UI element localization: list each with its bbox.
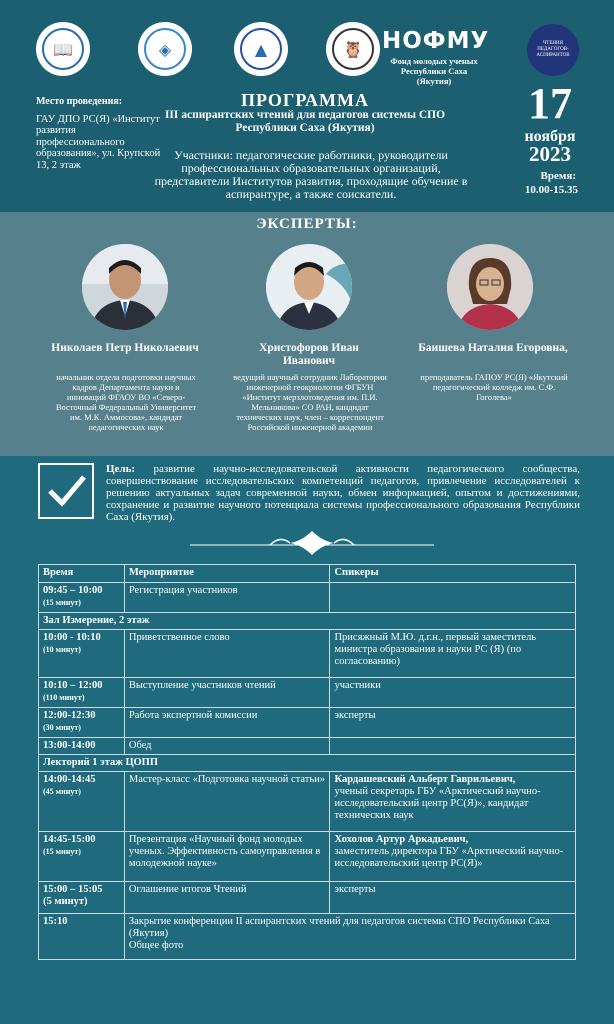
institute-logo-icon: ◈	[138, 22, 192, 76]
checkmark-icon	[38, 463, 94, 519]
row-time: 15:00 – 15:05	[43, 884, 103, 895]
row-speaker-name: Хохолов Артур Аркадьевич,	[334, 834, 469, 845]
row-event: Презентация «Научный фонд молодых ученых. Эффективность самоуправления в молодежной науке»	[124, 832, 330, 882]
row-event: Обед	[124, 738, 330, 755]
expert-name: Николаев Петр Николаевич	[51, 342, 199, 354]
expert-photo	[82, 244, 168, 330]
section-title: Лекторий 1 этаж ЦОПП	[39, 755, 576, 772]
venue-text: ГАУ ДПО РС(Я) «Институт развития профессионального образования», ул. Крупской 13, 2 этаж	[36, 113, 161, 171]
row-time: 15:10	[43, 916, 68, 927]
table-row	[39, 708, 576, 738]
experts-heading: ЭКСПЕРТЫ:	[256, 216, 358, 232]
venue-block	[36, 96, 161, 171]
table-row	[39, 882, 576, 914]
row-event: Закрытие конференции II аспирантских чтений для педагогов системы СПО Республики Саха (Якутия)	[128, 916, 550, 939]
row-event: Оглашение итогов Чтений	[124, 882, 330, 914]
expert-description: преподаватель ГАПОУ РС(Я) «Якутский педагогический колледж им. С.Ф. Гоголева»	[420, 372, 568, 402]
column-header: Время	[39, 565, 125, 583]
time-label: Время:	[540, 170, 576, 182]
row-event: Выступление участников чтений	[124, 678, 330, 708]
row-speaker-name: Кардашевский Альберт Гаврильевич,	[334, 774, 516, 785]
row-duration: (30 минут)	[43, 723, 81, 732]
row-duration: (45 минут)	[43, 787, 81, 796]
table-row	[39, 772, 576, 832]
expert-name: Баишева Наталия Егоровна,	[418, 342, 568, 354]
expert-photo	[447, 244, 533, 330]
page-title: ПРОГРАММА	[240, 90, 369, 110]
ornament-divider-icon	[190, 527, 434, 557]
row-speaker: эксперты	[330, 708, 576, 738]
row-time: 12:00-12:30	[43, 710, 96, 721]
aspirant-readings-logo-icon: ЧТЕНИЯ ПЕДАГОГОВ-АСПИРАНТОВ	[527, 24, 579, 76]
table-section-row	[39, 613, 576, 630]
row-speaker: участники	[330, 678, 576, 708]
row-speaker	[330, 583, 576, 613]
row-duration: (15 минут)	[43, 847, 81, 856]
column-header: Мероприятие	[124, 565, 330, 583]
row-event: Работа экспертной комиссии	[124, 708, 330, 738]
venue-label: Место проведения:	[36, 96, 123, 107]
date-day: 17	[528, 79, 572, 128]
book-logo-icon: 📖	[36, 22, 90, 76]
row-time: 14:45-15:00	[43, 834, 96, 845]
expert-photo	[266, 244, 352, 330]
goal-body: развитие научно-исследовательской активности педагогического сообщества, совершенствование исследовательских компетенций педагогов, привлечение исследователей к решению актуальных задач современной науки, обмен информацией, опытом и достижениями, сохранение и развитие научного потенциала системы профессионального образования Республики Саха (Якутия).	[106, 463, 580, 523]
row-time: 09:45 – 10:00	[43, 585, 103, 596]
nofmu-title: НОФМУ	[382, 28, 490, 54]
table-row	[39, 914, 576, 960]
time-value: 10.00-15.35	[524, 184, 578, 196]
program-table	[38, 564, 576, 960]
date-year: 2023	[529, 142, 571, 166]
table-row	[39, 630, 576, 678]
row-event: Мастер-класс «Подготовка научной статьи»	[124, 772, 330, 832]
logo-row	[0, 22, 614, 82]
goal-label: Цель:	[106, 463, 136, 475]
expert-name: Христофоров Иван Иванович	[259, 342, 359, 367]
row-time: 10:00 - 10:10	[43, 632, 101, 643]
row-event: Приветственное слово	[124, 630, 330, 678]
goal-text	[106, 463, 580, 523]
row-time: 14:00-14:45	[43, 774, 96, 785]
nofmu-subtitle: Фонд молодых ученых Республики Саха (Якутия)	[390, 56, 478, 86]
row-duration: (10 минут)	[43, 645, 81, 654]
program-subtitle: III аспирантских чтений для педагогов системы СПО Республики Саха (Якутия)	[164, 109, 446, 134]
table-header-row	[39, 565, 576, 583]
table-row	[39, 583, 576, 613]
row-time: 10:10 – 12:00	[43, 680, 103, 691]
table-section-row	[39, 755, 576, 772]
column-header: Спикеры	[330, 565, 576, 583]
row-duration: (110 минут)	[43, 693, 85, 702]
row-time: 13:00-14:00	[43, 740, 96, 751]
row-duration: (5 минут)	[43, 896, 88, 907]
row-speaker: Присяжный М.Ю. д.г.н., первый заместитель министра образования и науки РС (Я) (по согласованию)	[330, 630, 576, 678]
row-speaker: ученый секретарь ГБУ «Арктический научно-исследовательский центр РС(Я)», кандидат технических наук	[334, 786, 541, 821]
row-speaker: заместитель директора ГБУ «Арктический научно-исследовательский центр РС(Я)»	[334, 846, 564, 869]
table-row	[39, 738, 576, 755]
section-title: Зал Измерение, 2 этаж	[39, 613, 576, 630]
expert-description: начальник отдела подготовки научных кадров Департамента науки и инноваций ФГАОУ ВО «Северо-Восточный Федеральный Университет им. М.К. Аммосова», кандидат педагогических наук	[55, 372, 197, 432]
row-speaker	[330, 738, 576, 755]
table-row	[39, 832, 576, 882]
date-month: ноября	[524, 128, 576, 145]
table-row	[39, 678, 576, 708]
arctic-logo-icon: ▲	[234, 22, 288, 76]
expert-description: ведущий научный сотрудник Лаборатории инженерной геокриологии ФГБУН «Институт мерзлотоведения им. П.И. Мельникова» СО РАН, кандидат технических наук, член – корреспондент Российской инженерной академии	[233, 372, 387, 432]
row-duration: (15 минут)	[43, 598, 81, 607]
owl-logo-icon: 🦉	[326, 22, 380, 76]
row-speaker: эксперты	[330, 882, 576, 914]
row-event: Регистрация участников	[124, 583, 330, 613]
row-event-note: Общее фото	[128, 940, 184, 951]
participants-text: Участники: педагогические работники, руководители профессиональных образовательных организаций, представители Институтов развития, проходящие обучение в аспирантуре, а также соискатели.	[154, 148, 468, 201]
